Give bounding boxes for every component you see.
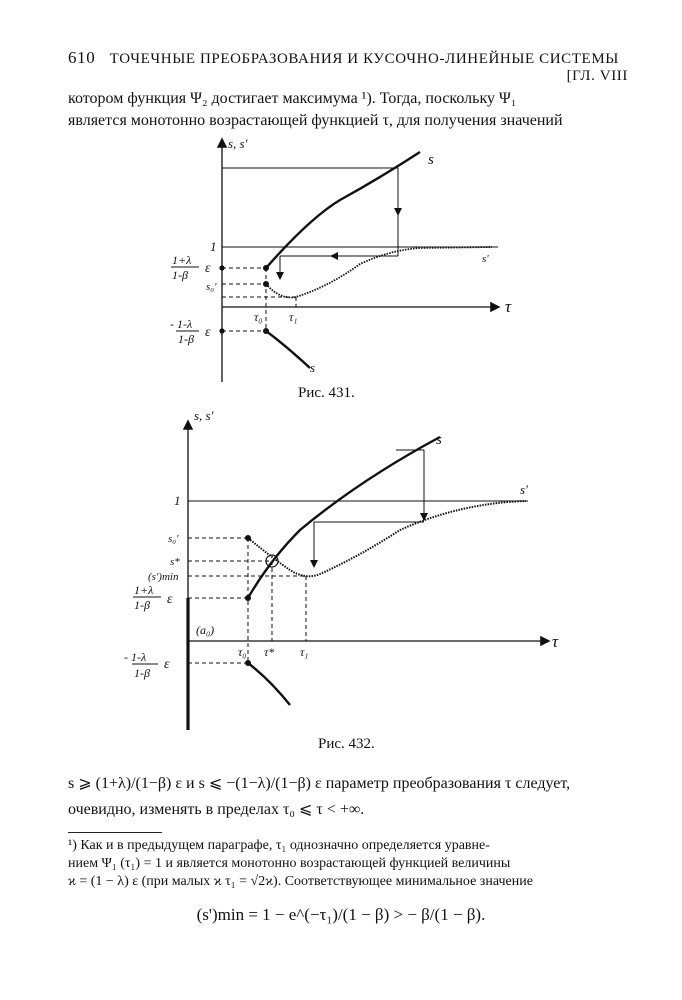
body-line-2: очевидно, изменять в пределах τ₀ ⩽ τ < +∞.: [68, 801, 365, 818]
f432-s-label: s: [436, 432, 442, 448]
f431-lower-num: - 1-λ: [170, 317, 193, 331]
f431-one-label: 1: [210, 239, 217, 254]
footnote-line-2: нием Ψ₁ (τ₁) = 1 и является монотонно возрастающей функцией величины: [68, 856, 511, 871]
f432-upper-num: 1+λ: [134, 583, 154, 597]
chapter-ref: [ГЛ. VIII: [566, 68, 628, 84]
f431-s-prime-curve: [266, 247, 492, 297]
f432-dot-lower: [245, 660, 251, 666]
f431-dot-lower: [263, 328, 269, 334]
f432-lower-num: - 1-λ: [124, 650, 147, 664]
f432-tau0-label: τ₀: [238, 645, 247, 659]
f431-tau1-label: τ₁: [289, 310, 298, 324]
footnote-rule: [68, 832, 162, 833]
f432-s0-label: s₀': [168, 533, 179, 545]
page-number: 610: [68, 48, 96, 67]
f431-s-label: s: [428, 152, 434, 168]
f431-lower-den: 1-β: [178, 332, 194, 346]
f432-sstar-label: s*: [170, 556, 180, 568]
f432-upper-den: 1-β: [134, 598, 150, 612]
f431-x-label: τ: [505, 297, 512, 316]
f431-s-curve: [266, 152, 420, 268]
f432-upper-eps: ε: [167, 592, 173, 607]
f432-taustar-label: τ*: [264, 645, 275, 659]
f432-x-label: τ: [552, 632, 559, 651]
f432-smin-label: (s')min: [148, 571, 179, 583]
f431-s-lower-label: s: [310, 360, 316, 375]
f432-dot-s0: [245, 535, 251, 541]
figure-431-caption: Рис. 431.: [298, 385, 355, 401]
figure-431: [170, 136, 512, 382]
f431-tau0-label: τ₀: [254, 310, 263, 324]
f431-lower-eps: ε: [205, 325, 211, 340]
f431-upper-den: 1-β: [172, 268, 188, 282]
figure-432: [124, 408, 559, 730]
f432-sprime-label: s': [520, 482, 528, 497]
f432-lower-eps: ε: [164, 657, 170, 672]
f431-dot-upper: [263, 265, 269, 271]
f431-dot-s0: [263, 281, 269, 287]
footnote-formula: (s')min = 1 − e^(−τ₁)/(1 − β) > − β/(1 − β).: [196, 905, 486, 924]
f432-lower-den: 1-β: [134, 666, 150, 680]
footnote-line-3: ϰ = (1 − λ) ε (при малых ϰ τ₁ = √2ϰ). Соответствующее минимальное значение: [68, 874, 533, 889]
f432-y-label: s, s': [194, 408, 214, 423]
f432-tau1-label: τ₁: [300, 645, 309, 659]
f431-y-label: s, s': [228, 136, 248, 151]
f432-one-label: 1: [174, 493, 181, 508]
f431-upper-num: 1+λ: [172, 253, 192, 267]
intro-line-1: котором функция Ψ₂ достигает максимума ¹). Тогда, поскольку Ψ₁: [68, 90, 517, 107]
f432-s-curve: [248, 437, 440, 598]
f431-upper-eps: ε: [205, 261, 211, 276]
f431-s0-label: s₀': [206, 281, 217, 293]
f432-s-prime-curve: [248, 501, 526, 576]
f431-dot-axis-upper: [219, 265, 224, 270]
running-title: ТОЧЕЧНЫЕ ПРЕОБРАЗОВАНИЯ И КУСОЧНО-ЛИНЕЙНЫЕ СИСТЕМЫ: [109, 51, 619, 67]
footnote-line-1: ¹) Как и в предыдущем параграфе, τ₁ однозначно определяется уравне-: [68, 838, 490, 853]
f431-dot-axis-lower: [219, 328, 224, 333]
body-line-1: s ⩾ (1+λ)/(1−β) ε и s ⩽ −(1−λ)/(1−β) ε параметр преобразования τ следует,: [68, 775, 571, 792]
f431-sprime-label: s': [482, 253, 489, 265]
f431-s-lower-curve: [266, 331, 310, 368]
figure-432-caption: Рис. 432.: [318, 736, 375, 752]
f432-region-label: (a₀): [196, 623, 215, 637]
f432-dot-upper: [245, 595, 251, 601]
f432-s-lower-curve: [248, 663, 290, 705]
intro-line-2: является монотонно возрастающей функцией τ, для получения значений: [68, 112, 563, 129]
